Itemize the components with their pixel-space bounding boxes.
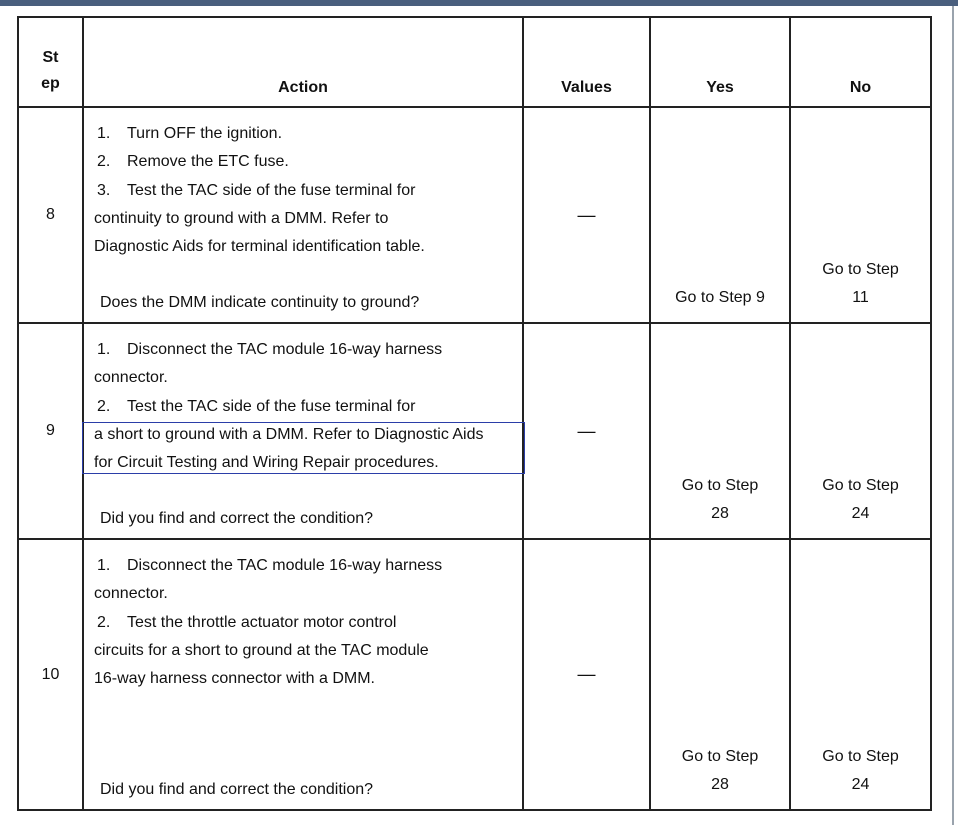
table-row [18,107,931,323]
step-number: 8 [18,107,83,323]
no-link-step[interactable]: 24 [851,776,870,793]
line-text: 16-way harness connector with a DMM. [94,670,375,688]
line-number: 1. [97,341,111,358]
action-line [94,205,522,233]
table-header-row [18,17,931,107]
line-text: continuity to ground with a DMM. Refer to [94,209,389,227]
line-text: Remove the ETC fuse. [127,153,289,171]
line-number: 2. [97,397,111,415]
yes-cell [650,107,790,323]
line-number: 1. [97,125,111,142]
action-line [94,580,522,608]
action-line [94,364,522,392]
header-values: Values [523,17,650,107]
action-lines [84,324,522,477]
table-row [18,323,931,539]
header-action: Action [83,17,523,107]
no-link[interactable]: Go to Step [822,477,899,494]
yes-link[interactable]: Go to Step 9 [675,289,765,306]
values-cell: — [523,107,650,323]
action-line [94,665,522,693]
values-cell: — [523,323,650,539]
action-line [94,421,522,449]
line-text: a short to ground with a DMM. Refer to Diagnostic Aids [94,425,484,443]
yes-cell [650,323,790,539]
line-text: connector. [94,369,168,387]
action-lines [84,108,522,261]
header-step [18,17,83,107]
no-link[interactable]: Go to Step [822,261,899,278]
action-line [94,120,522,148]
yes-link[interactable]: Go to Step [681,477,759,494]
action-question: Did you find and correct the condition? [100,510,374,527]
action-line [94,552,522,580]
action-line [94,637,522,665]
line-text: Disconnect the TAC module 16-way harness [127,341,443,358]
header-yes: Yes [650,17,790,107]
yes-cell [650,539,790,810]
line-number: 1. [97,557,111,574]
action-line [94,336,522,364]
yes-link-step[interactable]: 28 [711,776,729,793]
step-number: 10 [18,539,83,810]
line-number: 2. [97,153,111,171]
action-line [94,393,522,421]
window-top-bar [0,0,958,6]
line-number: 3. [97,181,111,199]
action-line [94,609,522,637]
no-cell [790,323,931,539]
yes-link[interactable]: Go to Step [681,748,759,765]
diagnostic-table [17,16,932,811]
no-link-step[interactable]: 24 [851,505,870,522]
action-question: Does the DMM indicate continuity to ground? [100,294,420,311]
line-text: Diagnostic Aids for terminal identification table. [94,238,425,256]
header-step-line2: ep [41,75,60,92]
action-line [94,177,522,205]
action-cell [83,107,523,323]
header-no: No [790,17,931,107]
line-text: Test the TAC side of the fuse terminal for [127,397,416,415]
line-text: connector. [94,585,168,603]
action-cell [83,323,523,539]
yes-link-step[interactable]: 28 [711,505,729,522]
line-text: Test the TAC side of the fuse terminal for [127,181,416,199]
no-cell [790,539,931,810]
values-cell: — [523,539,650,810]
no-cell [790,107,931,323]
action-question: Did you find and correct the condition? [100,781,374,798]
header-step-line1: St [42,49,59,66]
line-text: for Circuit Testing and Wiring Repair procedures. [94,454,439,472]
step-number: 9 [18,323,83,539]
line-text: Turn OFF the ignition. [127,125,283,142]
action-line [94,233,522,261]
line-number: 2. [97,613,111,631]
no-link[interactable]: Go to Step [822,748,899,765]
action-line [94,148,522,176]
action-cell [83,539,523,810]
line-text: circuits for a short to ground at the TAC module [94,641,429,659]
no-link-step[interactable]: 11 [852,289,869,306]
page-edge [952,6,954,825]
line-text: Disconnect the TAC module 16-way harness [127,557,443,574]
action-lines [84,540,522,693]
table-row [18,539,931,810]
line-text: Test the throttle actuator motor control [127,613,397,631]
action-line [94,449,522,477]
